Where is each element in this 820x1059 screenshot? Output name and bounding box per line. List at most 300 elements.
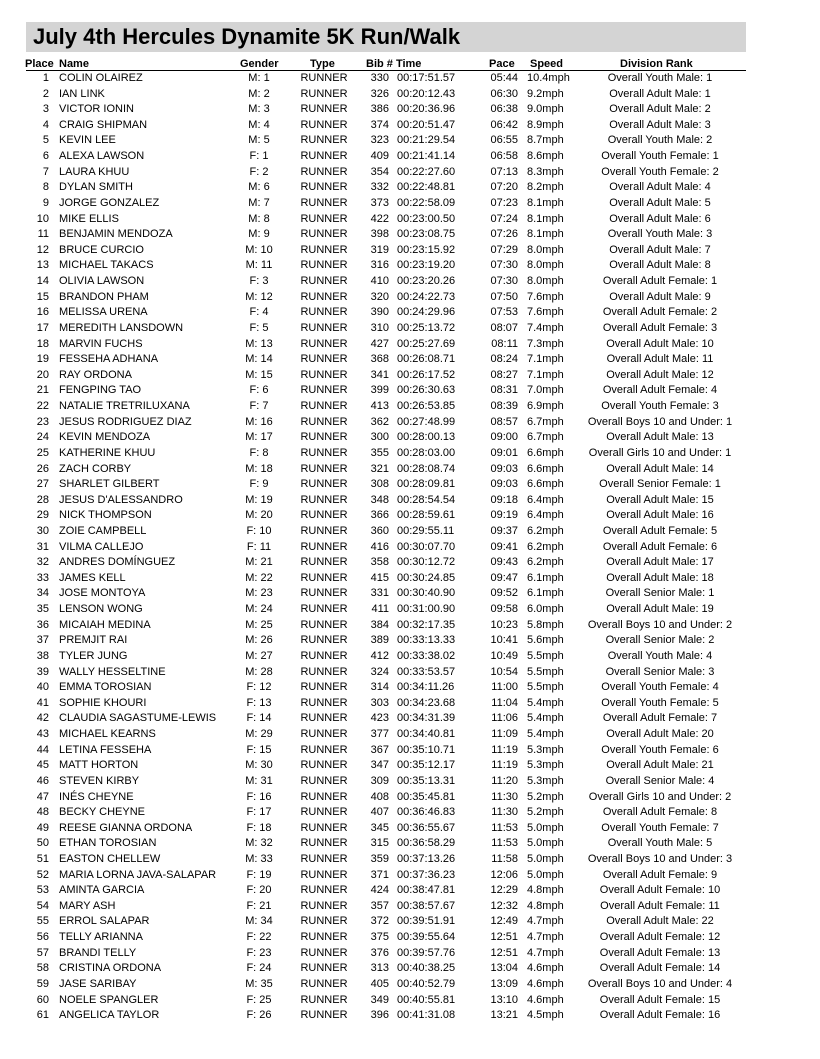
cell-time: 00:23:08.75 bbox=[397, 228, 456, 241]
cell-division-rank: Overall Adult Male: 5 bbox=[609, 196, 711, 209]
cell-bib: 415 bbox=[370, 571, 389, 584]
cell-gender: M: 10 bbox=[245, 243, 273, 256]
cell-bib: 376 bbox=[370, 946, 389, 959]
cell-place: 35 bbox=[36, 603, 49, 616]
table-row bbox=[0, 555, 820, 571]
table-row bbox=[0, 571, 820, 587]
cell-time: 00:26:17.52 bbox=[397, 368, 456, 381]
cell-gender: F: 25 bbox=[246, 993, 272, 1006]
table-row bbox=[0, 665, 820, 681]
cell-type: RUNNER bbox=[300, 603, 348, 616]
table-row bbox=[0, 961, 820, 977]
cell-speed: 8.1mph bbox=[527, 228, 564, 241]
cell-place: 51 bbox=[36, 853, 49, 865]
cell-bib: 375 bbox=[370, 931, 389, 944]
cell-speed: 5.0mph bbox=[527, 868, 564, 881]
cell-place: 45 bbox=[36, 759, 49, 772]
cell-division-rank: Overall Youth Male: 2 bbox=[607, 134, 713, 147]
header-type: Type bbox=[310, 58, 335, 70]
cell-place: 59 bbox=[36, 977, 49, 990]
table-row bbox=[0, 727, 820, 743]
cell-gender: F: 2 bbox=[249, 165, 269, 178]
cell-bib: 323 bbox=[370, 134, 389, 147]
cell-name: FENGPING TAO bbox=[59, 384, 142, 397]
cell-type: RUNNER bbox=[300, 134, 348, 147]
cell-name: AMINTA GARCIA bbox=[59, 884, 145, 897]
cell-place: 1 bbox=[42, 72, 49, 84]
cell-bib: 413 bbox=[370, 400, 389, 413]
cell-pace: 06:38 bbox=[490, 103, 518, 116]
cell-time: 00:33:53.57 bbox=[397, 665, 456, 678]
cell-type: RUNNER bbox=[300, 337, 348, 350]
cell-time: 00:40:55.81 bbox=[397, 993, 456, 1006]
cell-division-rank: Overall Adult Female: 9 bbox=[602, 868, 718, 881]
cell-bib: 309 bbox=[370, 774, 389, 787]
cell-gender: M: 34 bbox=[245, 915, 273, 928]
cell-speed: 5.2mph bbox=[527, 790, 564, 803]
cell-type: RUNNER bbox=[300, 774, 348, 787]
cell-time: 00:23:00.50 bbox=[397, 212, 456, 225]
cell-time: 00:35:10.71 bbox=[397, 743, 456, 756]
cell-pace: 12:51 bbox=[490, 946, 518, 959]
cell-type: RUNNER bbox=[300, 259, 348, 272]
cell-gender: F: 16 bbox=[246, 790, 272, 803]
cell-name: MARVIN FUCHS bbox=[59, 337, 143, 350]
cell-type: RUNNER bbox=[300, 790, 348, 803]
cell-division-rank: Overall Adult Male: 4 bbox=[609, 181, 711, 194]
cell-speed: 6.0mph bbox=[527, 603, 564, 616]
table-row bbox=[0, 602, 820, 618]
table-row bbox=[0, 196, 820, 212]
cell-bib: 332 bbox=[370, 181, 389, 194]
cell-place: 7 bbox=[42, 165, 49, 178]
cell-division-rank: Overall Girls 10 and Under: 1 bbox=[588, 446, 732, 459]
cell-speed: 7.6mph bbox=[527, 306, 564, 319]
cell-division-rank: Overall Adult Male: 6 bbox=[609, 212, 711, 225]
cell-place: 4 bbox=[42, 118, 49, 131]
cell-time: 00:30:12.72 bbox=[397, 556, 456, 569]
cell-time: 00:23:15.92 bbox=[397, 243, 456, 256]
cell-name: BRUCE CURCIO bbox=[59, 243, 144, 256]
cell-division-rank: Overall Adult Female: 8 bbox=[602, 806, 718, 819]
cell-gender: F: 24 bbox=[246, 962, 272, 975]
cell-pace: 09:52 bbox=[490, 587, 518, 600]
cell-place: 5 bbox=[42, 134, 49, 147]
cell-bib: 422 bbox=[370, 212, 389, 225]
cell-place: 31 bbox=[36, 540, 49, 553]
cell-place: 8 bbox=[42, 181, 49, 194]
cell-pace: 07:29 bbox=[490, 243, 518, 256]
cell-speed: 7.1mph bbox=[527, 353, 564, 366]
cell-pace: 11:19 bbox=[491, 759, 518, 772]
cell-place: 2 bbox=[42, 87, 49, 100]
cell-place: 30 bbox=[36, 524, 49, 537]
cell-speed: 9.2mph bbox=[527, 87, 564, 100]
cell-place: 36 bbox=[36, 618, 49, 631]
header-pace: Pace bbox=[489, 58, 515, 70]
cell-name: KATHERINE KHUU bbox=[59, 446, 156, 459]
cell-bib: 341 bbox=[370, 368, 389, 381]
cell-name: IAN LINK bbox=[59, 87, 105, 100]
cell-place: 38 bbox=[36, 649, 49, 662]
title-bar bbox=[26, 22, 746, 52]
cell-bib: 374 bbox=[370, 118, 389, 131]
table-row bbox=[0, 290, 820, 306]
table-row bbox=[0, 696, 820, 712]
cell-place: 56 bbox=[36, 931, 49, 944]
cell-gender: F: 14 bbox=[246, 712, 272, 725]
cell-time: 00:25:13.72 bbox=[397, 321, 456, 334]
cell-pace: 13:21 bbox=[490, 1009, 518, 1022]
cell-bib: 355 bbox=[370, 446, 389, 459]
cell-time: 00:34:23.68 bbox=[397, 696, 456, 709]
cell-pace: 07:24 bbox=[490, 212, 518, 225]
cell-name: SOPHIE KHOURI bbox=[59, 696, 147, 709]
cell-gender: M: 6 bbox=[248, 181, 270, 194]
cell-division-rank: Overall Boys 10 and Under: 1 bbox=[587, 415, 733, 428]
cell-time: 00:35:12.17 bbox=[397, 759, 456, 772]
cell-gender: M: 12 bbox=[245, 290, 273, 303]
table-row bbox=[0, 383, 820, 399]
cell-place: 16 bbox=[36, 306, 49, 319]
cell-bib: 390 bbox=[370, 306, 389, 319]
cell-bib: 313 bbox=[370, 962, 389, 975]
cell-division-rank: Overall Adult Female: 6 bbox=[602, 540, 718, 553]
table-row bbox=[0, 524, 820, 540]
cell-pace: 12:51 bbox=[490, 931, 518, 944]
cell-division-rank: Overall Adult Female: 10 bbox=[599, 884, 721, 897]
cell-type: RUNNER bbox=[300, 1009, 348, 1022]
table-row bbox=[0, 258, 820, 274]
cell-division-rank: Overall Adult Male: 8 bbox=[609, 259, 711, 272]
cell-type: RUNNER bbox=[300, 540, 348, 553]
cell-speed: 4.6mph bbox=[527, 977, 564, 990]
cell-pace: 09:37 bbox=[490, 524, 518, 537]
cell-division-rank: Overall Adult Female: 2 bbox=[602, 306, 718, 319]
cell-place: 24 bbox=[36, 431, 49, 444]
cell-speed: 5.4mph bbox=[527, 728, 564, 741]
cell-bib: 362 bbox=[370, 415, 389, 428]
cell-gender: M: 24 bbox=[245, 603, 273, 616]
cell-time: 00:36:58.29 bbox=[397, 837, 456, 850]
cell-pace: 10:23 bbox=[490, 618, 518, 631]
table-row bbox=[0, 821, 820, 837]
cell-type: RUNNER bbox=[300, 696, 348, 709]
cell-gender: M: 33 bbox=[245, 853, 273, 865]
table-row bbox=[0, 337, 820, 353]
cell-speed: 8.3mph bbox=[527, 165, 564, 178]
cell-type: RUNNER bbox=[300, 649, 348, 662]
cell-time: 00:41:31.08 bbox=[397, 1009, 456, 1022]
cell-speed: 6.4mph bbox=[527, 493, 564, 506]
cell-type: RUNNER bbox=[300, 150, 348, 163]
cell-name: LAURA KHUU bbox=[59, 165, 130, 178]
cell-bib: 347 bbox=[370, 759, 389, 772]
cell-time: 00:17:51.57 bbox=[397, 72, 456, 84]
table-row bbox=[0, 758, 820, 774]
cell-time: 00:28:00.13 bbox=[397, 431, 456, 444]
cell-type: RUNNER bbox=[300, 400, 348, 413]
cell-speed: 5.0mph bbox=[527, 853, 564, 865]
table-row bbox=[0, 118, 820, 134]
cell-place: 23 bbox=[36, 415, 49, 428]
cell-bib: 316 bbox=[370, 259, 389, 272]
cell-name: MIKE ELLIS bbox=[59, 212, 119, 225]
cell-bib: 373 bbox=[370, 196, 389, 209]
cell-pace: 11:53 bbox=[491, 837, 518, 850]
cell-place: 3 bbox=[42, 103, 49, 116]
cell-name: WALLY HESSELTINE bbox=[59, 665, 166, 678]
cell-type: RUNNER bbox=[300, 868, 348, 881]
cell-name: ERROL SALAPAR bbox=[59, 915, 150, 928]
cell-name: MATT HORTON bbox=[59, 759, 139, 772]
cell-bib: 315 bbox=[370, 837, 389, 850]
cell-pace: 08:57 bbox=[490, 415, 518, 428]
cell-bib: 367 bbox=[370, 743, 389, 756]
cell-speed: 4.8mph bbox=[527, 884, 564, 897]
table-row bbox=[0, 227, 820, 243]
cell-type: RUNNER bbox=[300, 493, 348, 506]
table-header bbox=[0, 57, 820, 71]
cell-division-rank: Overall Senior Male: 2 bbox=[605, 634, 715, 647]
cell-speed: 5.4mph bbox=[527, 696, 564, 709]
cell-place: 29 bbox=[36, 509, 49, 522]
cell-speed: 8.7mph bbox=[527, 134, 564, 147]
cell-division-rank: Overall Senior Male: 4 bbox=[605, 774, 715, 787]
table-row bbox=[0, 243, 820, 259]
table-row bbox=[0, 446, 820, 462]
cell-speed: 6.4mph bbox=[527, 509, 564, 522]
cell-type: RUNNER bbox=[300, 306, 348, 319]
cell-pace: 07:53 bbox=[490, 306, 518, 319]
cell-pace: 11:30 bbox=[491, 790, 518, 803]
cell-speed: 6.7mph bbox=[527, 431, 564, 444]
cell-time: 00:21:29.54 bbox=[397, 134, 456, 147]
table-row bbox=[0, 852, 820, 868]
cell-type: RUNNER bbox=[300, 821, 348, 834]
cell-pace: 09:58 bbox=[490, 603, 518, 616]
cell-division-rank: Overall Adult Male: 1 bbox=[609, 87, 711, 100]
table-row bbox=[0, 883, 820, 899]
cell-name: JASE SARIBAY bbox=[59, 977, 137, 990]
cell-gender: M: 26 bbox=[245, 634, 273, 647]
header-bib-time: Bib # Time bbox=[366, 58, 422, 70]
cell-bib: 411 bbox=[371, 603, 389, 616]
table-row bbox=[0, 462, 820, 478]
cell-division-rank: Overall Adult Male: 17 bbox=[606, 556, 714, 569]
cell-gender: F: 23 bbox=[246, 946, 272, 959]
cell-bib: 358 bbox=[370, 556, 389, 569]
table-row bbox=[0, 743, 820, 759]
cell-type: RUNNER bbox=[300, 993, 348, 1006]
cell-time: 00:40:52.79 bbox=[397, 977, 456, 990]
cell-time: 00:39:55.64 bbox=[397, 931, 456, 944]
cell-name: CRISTINA ORDONA bbox=[59, 962, 162, 975]
cell-division-rank: Overall Adult Female: 12 bbox=[599, 931, 721, 944]
cell-pace: 09:19 bbox=[490, 509, 518, 522]
cell-place: 34 bbox=[36, 587, 49, 600]
cell-place: 18 bbox=[36, 337, 49, 350]
cell-gender: M: 29 bbox=[245, 728, 273, 741]
cell-place: 50 bbox=[36, 837, 49, 850]
cell-bib: 386 bbox=[370, 103, 389, 116]
cell-gender: F: 8 bbox=[249, 446, 269, 459]
cell-time: 00:39:51.91 bbox=[397, 915, 456, 928]
header-gender: Gender bbox=[240, 58, 279, 70]
cell-name: ANGELICA TAYLOR bbox=[59, 1009, 160, 1022]
cell-name: MICHAEL TAKACS bbox=[59, 259, 154, 272]
cell-name: JESUS D'ALESSANDRO bbox=[59, 493, 183, 506]
cell-division-rank: Overall Adult Male: 10 bbox=[606, 337, 714, 350]
cell-gender: F: 9 bbox=[249, 478, 269, 491]
cell-bib: 320 bbox=[370, 290, 389, 303]
cell-speed: 6.6mph bbox=[527, 446, 564, 459]
cell-gender: M: 14 bbox=[245, 353, 273, 366]
cell-name: ANDRES DOMÍNGUEZ bbox=[59, 556, 176, 569]
cell-speed: 6.6mph bbox=[527, 462, 564, 475]
cell-place: 27 bbox=[36, 478, 49, 491]
cell-name: OLIVIA LAWSON bbox=[59, 275, 145, 288]
cell-pace: 11:19 bbox=[491, 743, 518, 756]
cell-bib: 412 bbox=[370, 649, 389, 662]
cell-pace: 11:09 bbox=[491, 728, 518, 741]
cell-division-rank: Overall Adult Female: 16 bbox=[599, 1009, 721, 1022]
cell-division-rank: Overall Girls 10 and Under: 2 bbox=[588, 790, 732, 803]
cell-pace: 09:03 bbox=[490, 478, 518, 491]
cell-gender: F: 11 bbox=[246, 540, 272, 553]
cell-type: RUNNER bbox=[300, 634, 348, 647]
cell-gender: F: 5 bbox=[249, 321, 269, 334]
cell-bib: 345 bbox=[370, 821, 389, 834]
cell-pace: 11:53 bbox=[491, 821, 518, 834]
cell-type: RUNNER bbox=[300, 759, 348, 772]
cell-bib: 331 bbox=[370, 587, 389, 600]
header-name: Name bbox=[59, 58, 89, 70]
cell-time: 00:30:40.90 bbox=[397, 587, 456, 600]
cell-gender: M: 8 bbox=[248, 212, 270, 225]
cell-gender: M: 13 bbox=[245, 337, 273, 350]
cell-bib: 349 bbox=[370, 993, 389, 1006]
cell-time: 00:25:27.69 bbox=[397, 337, 456, 350]
cell-place: 41 bbox=[36, 696, 49, 709]
cell-time: 00:38:47.81 bbox=[397, 884, 456, 897]
cell-bib: 410 bbox=[370, 275, 389, 288]
cell-speed: 5.3mph bbox=[527, 774, 564, 787]
cell-division-rank: Overall Adult Male: 20 bbox=[606, 728, 714, 741]
cell-bib: 321 bbox=[370, 462, 389, 475]
table-row bbox=[0, 1008, 820, 1024]
cell-pace: 06:55 bbox=[490, 134, 518, 147]
cell-gender: M: 25 bbox=[245, 618, 273, 631]
cell-speed: 9.0mph bbox=[527, 103, 564, 116]
cell-gender: M: 16 bbox=[245, 415, 273, 428]
cell-division-rank: Overall Youth Female: 3 bbox=[601, 400, 719, 413]
cell-bib: 326 bbox=[370, 87, 389, 100]
cell-place: 33 bbox=[36, 571, 49, 584]
cell-pace: 08:31 bbox=[490, 384, 518, 397]
cell-division-rank: Overall Adult Male: 2 bbox=[609, 103, 711, 116]
cell-pace: 07:30 bbox=[490, 259, 518, 272]
cell-name: MELISSA URENA bbox=[59, 306, 148, 319]
cell-type: RUNNER bbox=[300, 899, 348, 912]
cell-name: MICHAEL KEARNS bbox=[59, 728, 156, 741]
cell-place: 39 bbox=[36, 665, 49, 678]
cell-gender: F: 26 bbox=[246, 1009, 272, 1022]
cell-time: 00:28:08.74 bbox=[397, 462, 456, 475]
cell-bib: 396 bbox=[370, 1009, 389, 1022]
cell-time: 00:28:09.81 bbox=[397, 478, 456, 491]
cell-time: 00:28:03.00 bbox=[397, 446, 456, 459]
cell-place: 48 bbox=[36, 806, 49, 819]
cell-speed: 6.1mph bbox=[527, 587, 564, 600]
cell-bib: 389 bbox=[370, 634, 389, 647]
cell-place: 57 bbox=[36, 946, 49, 959]
table-row bbox=[0, 899, 820, 915]
cell-speed: 5.3mph bbox=[527, 743, 564, 756]
cell-gender: F: 4 bbox=[249, 306, 269, 319]
cell-name: MARY ASH bbox=[59, 899, 116, 912]
cell-type: RUNNER bbox=[300, 556, 348, 569]
cell-time: 00:39:57.76 bbox=[397, 946, 456, 959]
cell-gender: M: 3 bbox=[248, 103, 270, 116]
table-row bbox=[0, 805, 820, 821]
cell-pace: 12:49 bbox=[490, 915, 518, 928]
cell-pace: 12:29 bbox=[490, 884, 518, 897]
cell-time: 00:28:54.54 bbox=[397, 493, 456, 506]
table-row bbox=[0, 430, 820, 446]
cell-place: 28 bbox=[36, 493, 49, 506]
cell-time: 00:30:24.85 bbox=[397, 571, 456, 584]
cell-name: REESE GIANNA ORDONA bbox=[59, 821, 193, 834]
table-row bbox=[0, 274, 820, 290]
table-row bbox=[0, 165, 820, 181]
table-row bbox=[0, 618, 820, 634]
cell-type: RUNNER bbox=[300, 290, 348, 303]
cell-name: BENJAMIN MENDOZA bbox=[59, 228, 173, 241]
cell-division-rank: Overall Adult Male: 15 bbox=[606, 493, 714, 506]
cell-gender: M: 1 bbox=[248, 72, 270, 84]
cell-division-rank: Overall Adult Male: 12 bbox=[606, 368, 714, 381]
cell-place: 15 bbox=[36, 290, 49, 303]
cell-name: CRAIG SHIPMAN bbox=[59, 118, 148, 131]
cell-division-rank: Overall Senior Male: 3 bbox=[605, 665, 715, 678]
cell-name: TELLY ARIANNA bbox=[59, 931, 143, 944]
cell-name: CLAUDIA SAGASTUME-LEWIS bbox=[59, 712, 217, 725]
cell-bib: 405 bbox=[370, 977, 389, 990]
cell-speed: 5.5mph bbox=[527, 681, 564, 694]
cell-place: 58 bbox=[36, 962, 49, 975]
table-row bbox=[0, 133, 820, 149]
cell-name: VILMA CALLEJO bbox=[59, 540, 144, 553]
cell-division-rank: Overall Youth Male: 3 bbox=[607, 228, 713, 241]
cell-type: RUNNER bbox=[300, 931, 348, 944]
cell-speed: 4.7mph bbox=[527, 946, 564, 959]
table-row bbox=[0, 493, 820, 509]
cell-gender: F: 20 bbox=[246, 884, 272, 897]
cell-division-rank: Overall Adult Female: 5 bbox=[602, 524, 718, 537]
table-row bbox=[0, 477, 820, 493]
cell-name: MARIA LORNA JAVA-SALAPAR bbox=[59, 868, 217, 881]
cell-gender: M: 20 bbox=[245, 509, 273, 522]
cell-division-rank: Overall Senior Male: 1 bbox=[605, 587, 715, 600]
cell-place: 55 bbox=[36, 915, 49, 928]
cell-bib: 319 bbox=[370, 243, 389, 256]
cell-place: 47 bbox=[36, 790, 49, 803]
cell-place: 60 bbox=[36, 993, 49, 1006]
cell-division-rank: Overall Adult Male: 13 bbox=[606, 431, 714, 444]
cell-name: JESUS RODRIGUEZ DIAZ bbox=[59, 415, 192, 428]
cell-pace: 08:27 bbox=[490, 368, 518, 381]
